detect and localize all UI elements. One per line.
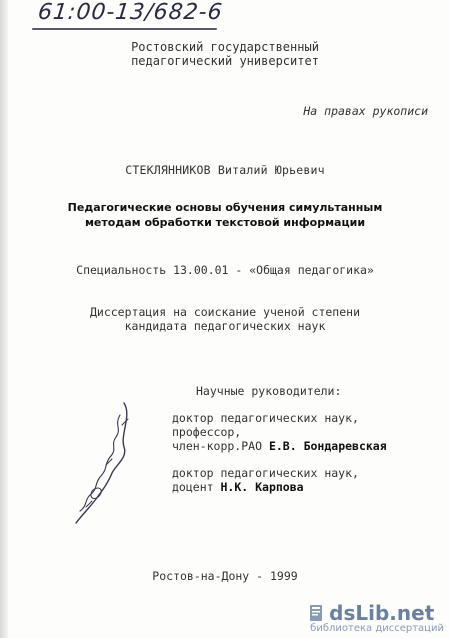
supervisor-1-name: Е.В. Бондаревская [268, 439, 387, 453]
supervisor-2-rank: доцент [172, 480, 214, 494]
handwritten-code: 61:00-13/682-6 [36, 0, 224, 25]
watermark-tagline: библиотека диссертаций [310, 623, 444, 634]
supervisor-2-degree: доктор педагогических наук, [172, 466, 359, 480]
city-year: Ростов-на-Дону - 1999 [152, 569, 298, 583]
degree-statement [0, 305, 450, 333]
institution-line-2: педагогический университет [131, 54, 319, 68]
handwritten-signature [62, 395, 162, 535]
degree-line-1: Диссертация на соискание ученой степени [89, 305, 361, 319]
watermark-row [308, 601, 444, 625]
institution [0, 40, 450, 68]
title-line-1: Педагогические основы обучения симультанным [67, 201, 383, 214]
supervisors-heading: Научные руководители: [196, 384, 342, 398]
institution-line-1: Ростовский государственный [131, 40, 319, 54]
supervisor-1 [172, 411, 387, 453]
specialty: Специальность 13.00.01 - «Общая педагогика» [76, 263, 374, 277]
supervisor-1-degree: доктор педагогических наук, [172, 411, 359, 425]
author-name: СТЕКЛЯННИКОВ Виталий Юрьевич [125, 163, 325, 177]
dissertation-title [0, 200, 450, 230]
watermark-brand: dsLib.net [329, 601, 435, 625]
watermark [308, 601, 444, 634]
degree-line-2: кандидата педагогических наук [124, 319, 326, 333]
rights-note: На правах рукописи [303, 104, 428, 118]
supervisor-2-name: Н.К. Карпова [220, 480, 304, 494]
title-line-2: методам обработки текстовой информации [84, 216, 366, 229]
book-icon [308, 603, 326, 623]
supervisor-1-title: профессор, [172, 425, 242, 439]
supervisor-2-name-row [172, 480, 359, 494]
supervisor-2 [172, 466, 359, 494]
supervisor-1-rank: член-корр.РАО [172, 439, 263, 453]
handwritten-underline [32, 28, 217, 30]
supervisor-1-name-row [172, 439, 387, 453]
